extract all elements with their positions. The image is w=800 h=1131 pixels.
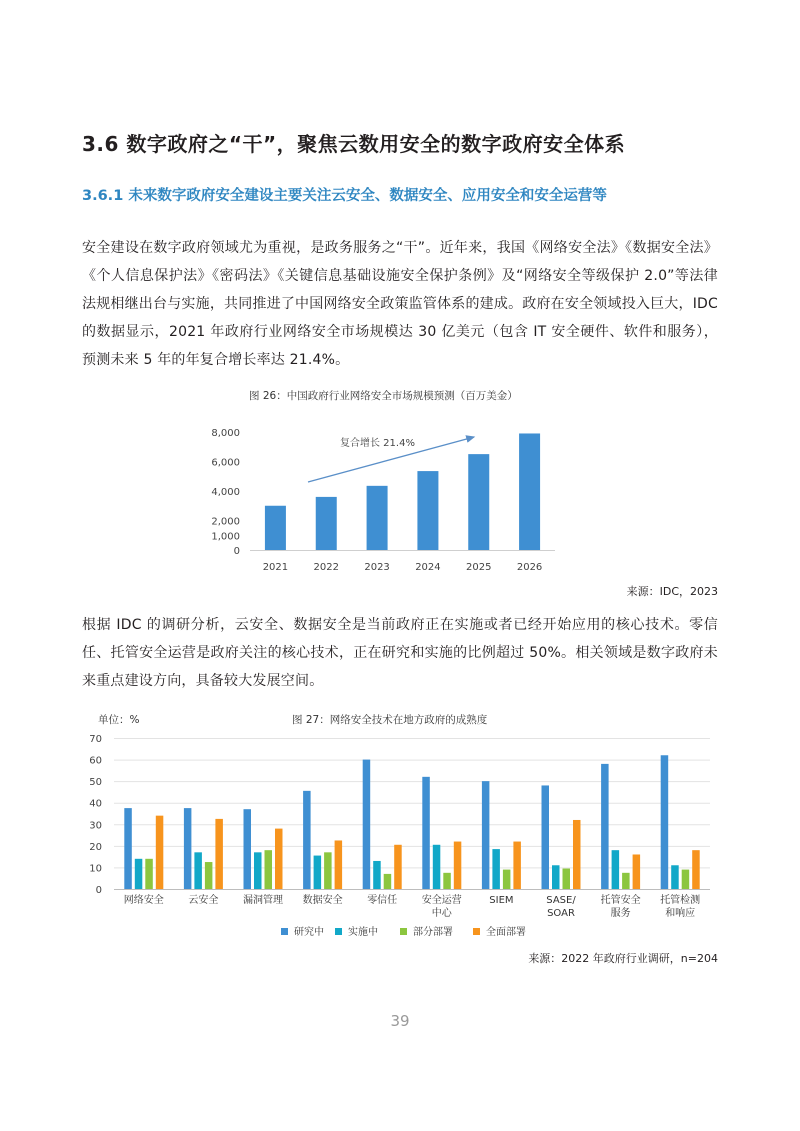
x-tick-label: SOAR [547, 908, 575, 919]
bar-实施中 [194, 852, 202, 889]
bar-部分部署 [503, 870, 511, 889]
bar-实施中 [254, 852, 262, 889]
y-tick-label: 0 [95, 885, 102, 896]
x-tick-label: 2022 [313, 562, 339, 573]
bar-部分部署 [563, 869, 571, 889]
legend-swatch [400, 928, 407, 935]
bar-部分部署 [622, 873, 630, 889]
unit-label: 单位：% [98, 714, 140, 726]
bar-研究中 [661, 755, 669, 889]
x-tick-label: 托管检测 [660, 895, 701, 906]
bar-研究中 [542, 785, 550, 889]
bar-全面部署 [633, 854, 641, 889]
y-tick-label: 10 [89, 863, 102, 875]
bar-全面部署 [156, 816, 164, 889]
y-tick-label: 30 [89, 820, 102, 832]
x-tick-label: 2025 [466, 562, 492, 573]
y-tick-label: 8,000 [211, 428, 240, 439]
bar-研究中 [244, 809, 252, 889]
y-tick-label: 6,000 [211, 457, 240, 469]
y-tick-label: 2,000 [211, 516, 240, 528]
x-tick-label: 和响应 [665, 908, 696, 919]
x-tick-label: SIEM [489, 895, 514, 906]
bar-全面部署 [215, 819, 223, 889]
legend-label: 研究中 [294, 927, 324, 938]
bar-全面部署 [692, 850, 700, 889]
bar-2026 [519, 433, 540, 550]
paragraph-intro: 安全建设在数字政府领域尤为重视，是政务服务之“干”。近年来，我国《网络安全法》《数据安全法》《个人信息保护法》《密码法》《关键信息基础设施安全保护条例》及“网络安全等级保护 2.0”等法律法规相继出台与实施，共同推进了中国网络安全政策监管体系的建成。政府在安全领域投入巨大，IDC 的数据显示，2021 年政府行业网络安全市场规模达 30 亿美元（包含 IT 安全硬件、软件和服务），预测未来 5 年的年复合增长率达 21.4%。 [82, 240, 718, 368]
bar-实施中 [612, 850, 620, 889]
bar-实施中 [671, 865, 679, 889]
y-tick-label: 4,000 [211, 487, 240, 498]
bar-研究中 [184, 808, 192, 889]
bar-全面部署 [335, 840, 343, 889]
bar-全面部署 [394, 845, 402, 889]
x-tick-label: 托管安全 [600, 895, 641, 906]
x-tick-label: 中心 [431, 908, 452, 919]
figure-26-source: 来源：IDC，2023 [626, 585, 718, 598]
bar-实施中 [492, 849, 500, 889]
x-tick-label: 2021 [262, 562, 289, 573]
market-size-bar-chart [0, 415, 800, 605]
bar-2021 [265, 506, 286, 550]
bar-部分部署 [324, 852, 332, 889]
section-title: 3.6 数字政府之“干”，聚焦云数用安全的数字政府安全体系 [82, 132, 626, 156]
bar-2024 [417, 471, 438, 550]
bar-部分部署 [145, 859, 153, 889]
y-tick-label: 20 [89, 841, 102, 853]
bar-部分部署 [682, 870, 690, 889]
legend-swatch [335, 928, 342, 935]
bar-研究中 [303, 791, 311, 889]
bar-研究中 [363, 760, 371, 889]
x-tick-label: 2026 [516, 562, 543, 573]
x-tick-label: 数据安全 [302, 895, 343, 906]
legend-label: 实施中 [348, 927, 378, 938]
x-tick-label: 2024 [415, 562, 441, 573]
x-tick-label: 漏洞管理 [243, 895, 283, 906]
x-tick-label: 零信任 [367, 895, 398, 906]
bar-研究中 [422, 777, 430, 889]
bar-研究中 [124, 808, 132, 889]
legend-label: 全面部署 [486, 927, 526, 938]
bar-研究中 [482, 781, 490, 889]
bar-2022 [316, 497, 337, 550]
bar-全面部署 [573, 820, 581, 889]
x-tick-label: SASE/ [546, 895, 576, 906]
x-tick-label: 网络安全 [123, 895, 164, 906]
figure-26-title: 图 26：中国政府行业网络安全市场规模预测（百万美金） [249, 390, 518, 402]
y-tick-label: 50 [89, 777, 102, 789]
bar-全面部署 [513, 842, 521, 889]
x-tick-label: 服务 [610, 908, 631, 919]
x-tick-label: 云安全 [188, 895, 219, 906]
y-tick-label: 1,000 [211, 531, 240, 543]
figure-27-source: 来源：2022 年政府行业调研，n=204 [528, 952, 718, 965]
bar-实施中 [552, 865, 560, 889]
paragraph-analysis: 根据 IDC 的调研分析，云安全、数据安全是当前政府正在实施或者已经开始应用的核心技术。零信任、托管安全运营是政府关注的核心技术，正在研究和实施的比例超过 50%。相关领域是数字政府未来重点建设方向，具备较大发展空间。 [82, 617, 718, 689]
legend-label: 部分部署 [413, 927, 453, 938]
page-number: 39 [390, 1012, 410, 1030]
bar-部分部署 [205, 862, 213, 889]
bar-实施中 [373, 861, 381, 889]
legend-swatch [473, 928, 480, 935]
bar-部分部署 [443, 873, 451, 889]
bar-实施中 [314, 856, 322, 889]
bar-实施中 [433, 845, 441, 889]
y-tick-label: 0 [233, 546, 240, 557]
growth-annotation: 复合增长 21.4% [340, 438, 415, 449]
bar-部分部署 [265, 850, 273, 889]
y-tick-label: 70 [89, 734, 102, 745]
y-tick-label: 40 [89, 798, 102, 810]
subsection-title: 3.6.1 未来数字政府安全建设主要关注云安全、数据安全、应用安全和安全运营等 [82, 188, 607, 204]
bar-全面部署 [275, 829, 283, 889]
bar-部分部署 [384, 874, 392, 889]
bar-实施中 [135, 859, 143, 889]
y-tick-label: 60 [89, 755, 102, 767]
bar-全面部署 [454, 842, 462, 889]
figure-27-title: 图 27：网络安全技术在地方政府的成熟度 [292, 714, 488, 726]
bar-研究中 [601, 764, 609, 889]
bar-2025 [468, 454, 489, 550]
x-tick-label: 安全运营 [421, 895, 462, 906]
maturity-grouped-bar-chart [0, 725, 800, 950]
legend-swatch [281, 928, 288, 935]
bar-2023 [367, 486, 388, 550]
x-tick-label: 2023 [364, 562, 390, 573]
